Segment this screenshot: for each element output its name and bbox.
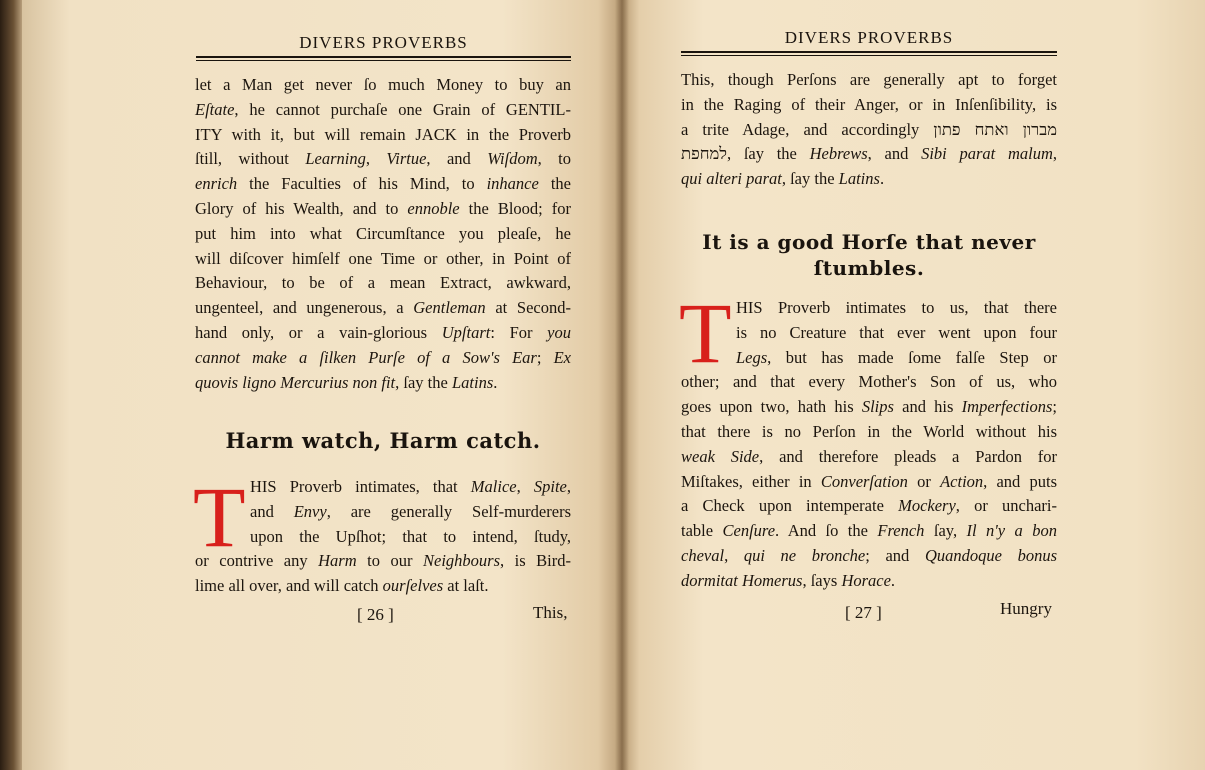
text-line: Miſtakes, either in Converſation or Action, and puts [681,471,1057,491]
text-line: ungenteel, and ungenerous, a Gentleman at Second- [195,298,571,318]
text-line: lime all over, and will catch ourſelves at laſt. [195,576,489,596]
text-line: put him into what Circumſtance you pleaſe, he [195,223,571,243]
left-page-number: [ 26 ] [357,605,394,624]
text-line: Behaviour, to be of a mean Extract, awkward, [195,273,571,293]
right-heading-line-2: ſtumbles. [813,256,925,280]
book-gutter [615,0,629,770]
text-line: cannot make a ſilken Purſe of a Sow's Ear; Ex [195,347,571,367]
text-line: HIS Proverb intimates, that Malice, Spite, [250,477,572,496]
left-proverb-heading: Harm watch, Harm catch. [225,428,541,453]
left-head-rule [196,56,571,61]
right-head-rule [681,51,1057,56]
text-line: Eſtate, he cannot purchaſe one Grain of GENTIL- [195,99,571,119]
text-line: will diſcover himſelf one Time or other, in Point of [195,248,571,268]
text-line: cheval, qui ne bronche; and Quandoque bonus [681,545,1057,565]
text-line: that there is no Perſon in the World without his [681,421,1057,441]
left-paragraph-1 [195,73,571,395]
text-line: in the Raging of their Anger, or in Inſenſibility, is [681,94,1057,114]
text-line: weak Side, and therefore pleads a Pardon for [681,446,1058,466]
text-line: qui alteri parat, ſay the Latins. [681,169,885,189]
text-line: table Cenſure. And ſo the French ſay, Il n'y a bon [681,521,1057,541]
text-line: or contrive any Harm to our Neighbours, is Bird- [195,551,571,571]
text-line: Legs, but has made ſome falſe Step or [736,347,1057,367]
right-running-head: DIVERS PROVERBS [784,28,954,47]
text-line: ITY with it, but will remain JACK in the Proverb [195,124,571,144]
text-line: ſtill, without Learning, Virtue, and Wiſdom, to [195,149,572,169]
text-line: a Check upon intemperate Mockery, or unchari- [681,496,1057,516]
text-line: and Envy, are generally Self-murderers [250,501,571,521]
text-line: let a Man get never ſo much Money to buy an [195,75,571,94]
right-catchword: Hungry [1000,599,1052,618]
left-dropcap: T [193,469,246,565]
right-paragraph-1 [681,68,1057,192]
text-line: goes upon two, hath his Slips and his Imperfections; [681,397,1057,417]
left-running-head: DIVERS PROVERBS [299,33,468,52]
text-line: hand only, or a vain-glorious Upſtart: For you [195,322,571,342]
text-line: is no Creature that ever went upon four [736,322,1057,342]
right-page-number: [ 27 ] [845,603,882,622]
text-line: upon the Upſhot; that to intend, ſtudy, [250,526,571,546]
right-heading-line-1: It is a good Horſe that never [702,230,1036,254]
right-dropcap: T [679,285,732,381]
right-proverb-heading [681,229,1057,281]
text-line: This, though Perſons are generally apt to forget [681,70,1057,89]
text-line: Glory of his Wealth, and to ennoble the Blood; for [195,198,571,218]
right-paragraph-2 [679,285,1058,594]
text-line: dormitat Homerus, ſays Horace. [681,570,896,590]
left-paragraph-2 [193,469,572,599]
text-line: למחפת, ſay the Hebrews, and Sibi parat malum, [681,144,1057,164]
text-line: HIS Proverb intimates to us, that there [736,298,1057,317]
text-line: enrich the Faculties of his Mind, to inhance the [195,174,571,194]
text-line: a trite Adage, and accordingly מברון ואתח פתון [681,119,1057,139]
text-line: other; and that every Mother's Son of us, who [681,372,1057,392]
left-catchword: This, [533,603,568,622]
text-line: quovis ligno Mercurius non fit, ſay the Latins. [195,372,498,392]
